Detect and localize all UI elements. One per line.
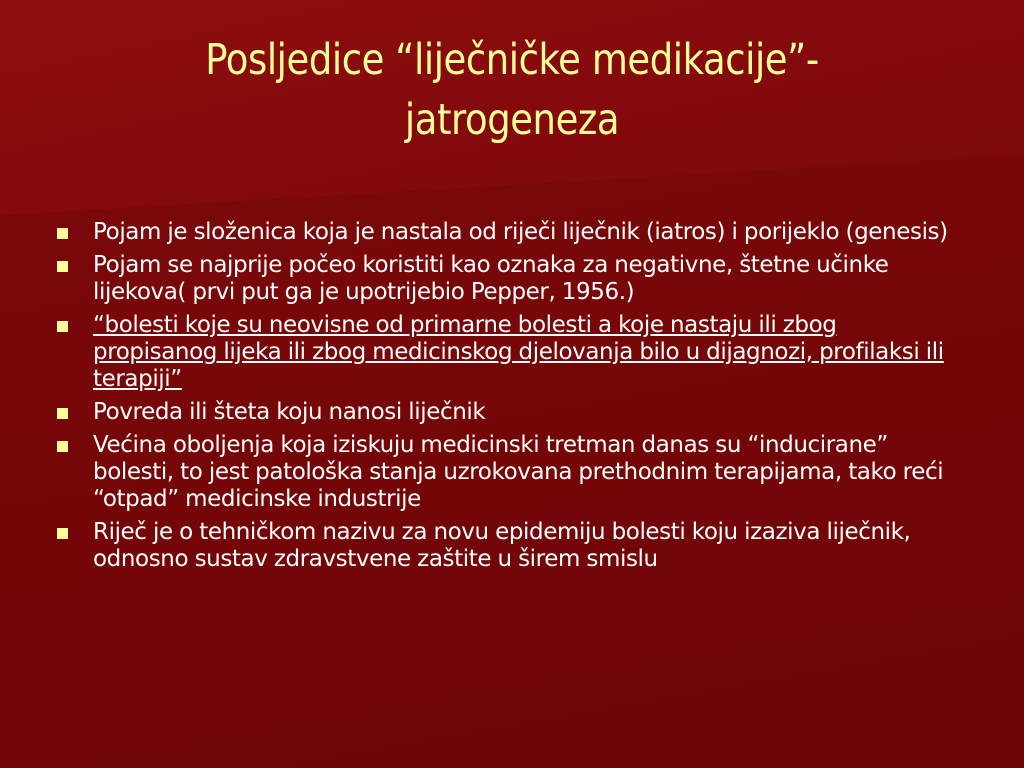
square-bullet-icon bbox=[57, 228, 68, 239]
bullet-item bbox=[56, 312, 956, 393]
slide-title-line-1: Posljedice “liječničke medikacije”- bbox=[205, 35, 819, 85]
bullet-text: Pojam se najprije počeo koristiti kao oznaka za negativne, štetne učinke lijekova( prvi put ga je upotrijebio Pepper, 1956.) bbox=[93, 252, 889, 305]
slide-title-line-2: jatrogeneza bbox=[404, 95, 620, 145]
bullet-text: Riječ je o tehničkom nazivu za novu epidemiju bolesti koju izaziva liječnik, odnosno sustav zdravstvene zaštite u širem smislu bbox=[93, 519, 911, 572]
bullet-item bbox=[56, 519, 956, 573]
bullet-text: Pojam je složenica koja je nastala od riječi liječnik (iatros) i porijeklo (genesis) bbox=[93, 219, 948, 245]
square-bullet-icon bbox=[57, 441, 68, 452]
bullet-item bbox=[56, 399, 956, 426]
bullet-item bbox=[56, 252, 956, 306]
square-bullet-icon bbox=[57, 321, 68, 332]
square-bullet-icon bbox=[57, 261, 68, 272]
bullet-text: Povreda ili šteta koju nanosi liječnik bbox=[93, 399, 486, 425]
square-bullet-icon bbox=[57, 528, 68, 539]
square-bullet-icon bbox=[57, 408, 68, 419]
bullet-list bbox=[56, 219, 956, 579]
slide-title bbox=[106, 30, 918, 150]
bullet-text: Većina oboljenja koja iziskuju medicinski tretman danas su “inducirane” bolesti, to jest patološka stanja uzrokovana prethodnim terapijama, tako reći “otpad” medicinske industrije bbox=[93, 432, 944, 512]
bullet-item bbox=[56, 432, 956, 513]
bullet-item bbox=[56, 219, 956, 246]
bullet-quote-text: “bolesti koje su neovisne od primarne bolesti a koje nastaju ili zbog propisanog lijeka ili zbog medicinskog djelovanja bilo u dijagnozi, profilaksi ili terapiji” bbox=[93, 312, 944, 392]
